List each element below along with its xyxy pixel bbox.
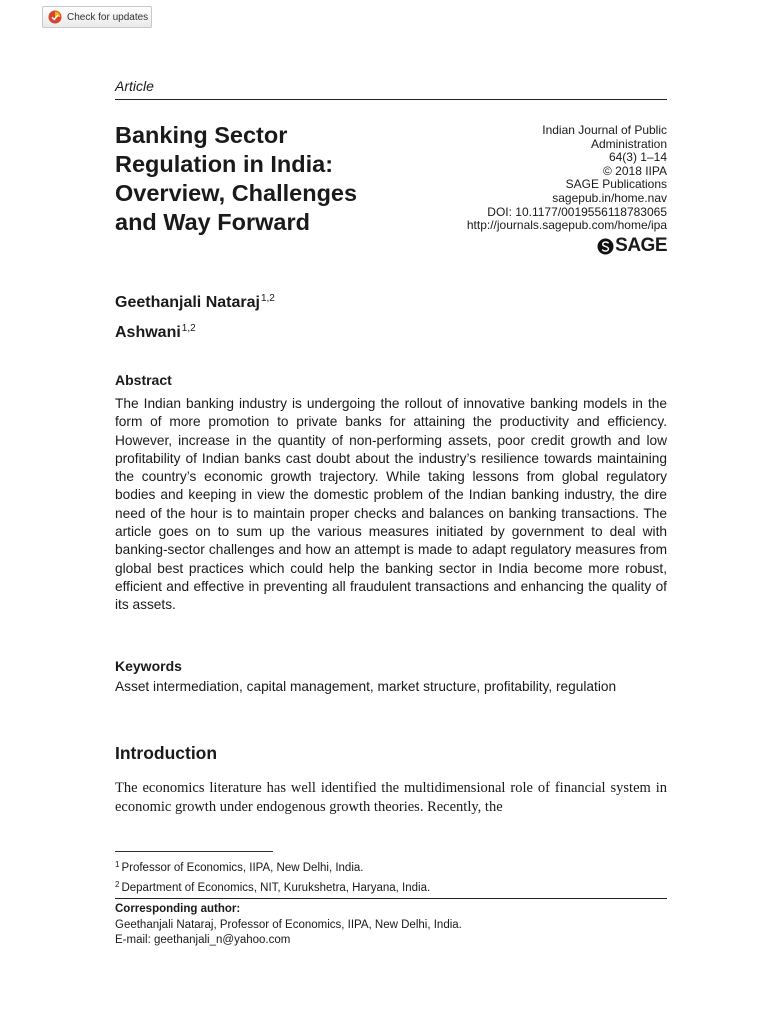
- check-for-updates-label: Check for updates: [67, 11, 149, 23]
- footnote-text: Department of Economics, NIT, Kurukshetra, Haryana, India.: [121, 881, 431, 894]
- title-line: Regulation in India:: [115, 151, 334, 177]
- publisher-name: SAGE Publications: [565, 177, 667, 192]
- footnote-mark: 2: [115, 879, 120, 889]
- journal-home-link[interactable]: http://journals.sagepub.com/home/ipa: [466, 218, 667, 233]
- title-line: Overview, Challenges: [115, 180, 358, 206]
- sage-wordmark: SAGE: [615, 235, 667, 256]
- doi-link[interactable]: DOI: 10.1177/0019556118783065: [487, 204, 667, 219]
- journal-name-line: Indian Journal of Public: [542, 123, 667, 137]
- update-check-icon: [48, 10, 62, 24]
- corresponding-name: Geethanjali Nataraj, Professor of Economics, IIPA, New Delhi, India.: [115, 918, 462, 931]
- sage-logo-icon: [597, 238, 614, 255]
- corresponding-email[interactable]: E-mail: geethanjali_n@yahoo.com: [115, 934, 291, 946]
- article-type-label: Article: [115, 78, 154, 94]
- keywords-heading: Keywords: [115, 658, 182, 674]
- author-name: Geethanjali Nataraj: [115, 294, 260, 311]
- author-affiliation: 1,2: [181, 323, 196, 334]
- title-line: and Way Forward: [115, 209, 310, 235]
- article-title: [115, 121, 425, 237]
- introduction-text: The economics literature has well identified the multidimensional role of financial system in economic growth under endogenous growth theories. Recently, the: [115, 780, 667, 815]
- journal-copyright: © 2018 IIPA: [603, 163, 667, 178]
- title-line: Banking Sector: [115, 122, 288, 148]
- footnote-1: [115, 857, 430, 877]
- author-list: [115, 286, 275, 346]
- introduction-heading: Introduction: [115, 743, 218, 763]
- author-name: Ashwani: [115, 324, 181, 341]
- author-1: [115, 286, 275, 316]
- corresponding-heading: Corresponding author:: [115, 903, 241, 915]
- sage-logo: [597, 236, 667, 256]
- keywords-text: Asset intermediation, capital management, market structure, profitability, regulation: [115, 679, 617, 694]
- journal-name-line: Administration: [590, 136, 667, 151]
- journal-info: [467, 124, 667, 233]
- author-affiliation: 1,2: [260, 293, 275, 304]
- corresponding-author: [115, 902, 462, 949]
- publisher-site-link[interactable]: sagepub.in/home.nav: [552, 190, 667, 205]
- footnote-rule: [115, 851, 273, 852]
- footnote-2: [115, 877, 430, 897]
- check-for-updates-button[interactable]: [42, 6, 152, 28]
- abstract-text: The Indian banking industry is undergoing the rollout of innovative banking models in the form of more promotion to private banks for attaining the productivity and efficiency. However, increase in the quantity of non-performing assets, poor credit growth and low profitability of Indian banks cast doubt about the industry’s resilience towards maintaining the country’s economic growth trajectory. While taking lessons from global regulatory bodies and keeping in view the domestic problem of the Indian banking industry, the dire need of the hour is to maintain proper checks and balances on banking transactions. The article goes on to sum up the various measures initiated by government to deal with banking-sector challenges and how an attempt is made to adapt regulatory measures from global best practices which could help the banking sector in India become more robust, efficient and effective in preventing all fraudulent transactions and enhancing the quality of its assets.: [115, 396, 667, 613]
- abstract-heading: Abstract: [115, 372, 172, 388]
- corresponding-rule: [115, 898, 667, 899]
- author-2: [115, 316, 275, 346]
- journal-volume: 64(3) 1–14: [608, 150, 667, 165]
- footnote-mark: 1: [115, 860, 120, 869]
- header-rule: [115, 99, 667, 100]
- footnotes: [115, 857, 430, 896]
- footnote-text: Professor of Economics, IIPA, New Delhi, India.: [121, 862, 364, 874]
